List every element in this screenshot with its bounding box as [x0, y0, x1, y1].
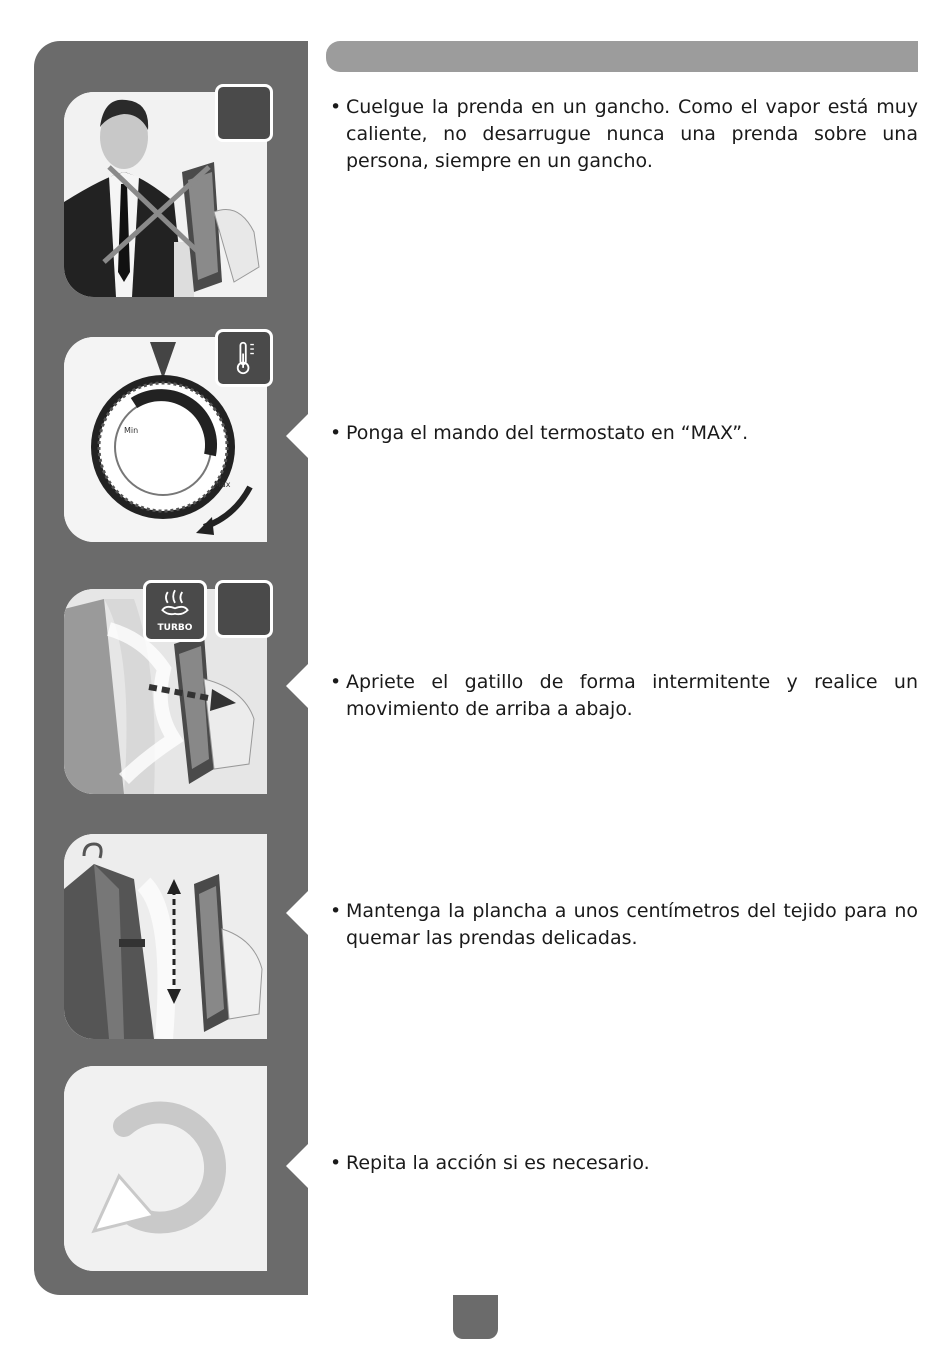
step-2-text: • Ponga el mando del termostato en “MAX”.: [330, 420, 918, 447]
step-3-badge: [215, 580, 273, 638]
step-5-image: [64, 1066, 267, 1271]
page-number-tab: [453, 1295, 498, 1339]
dial-min-label: Min: [124, 426, 139, 435]
step-1-text: • Cuelgue la prenda en un gancho. Como el vapor está muy caliente, no desarrugue nunca una prenda sobre una persona, siempre en un gancho.: [330, 94, 918, 175]
dial-max-label: Max: [214, 480, 231, 489]
step-4-pointer: [286, 891, 308, 935]
iron-distance-illustration: [64, 834, 267, 1039]
step-3-text: • Apriete el gatillo de forma intermitente y realice un movimiento de arriba a abajo.: [330, 669, 918, 723]
section-header-bar: [326, 41, 918, 72]
steam-turbo-icon: [146, 583, 204, 639]
step-5-pointer: [286, 1144, 308, 1188]
step-1-badge: [215, 84, 273, 142]
turbo-label: TURBO: [157, 622, 193, 633]
step-5-text: • Repita la acción si es necesario.: [330, 1150, 918, 1177]
thermometer-icon: [218, 332, 270, 384]
thermometer-badge: [215, 329, 273, 387]
step-3-pointer: [286, 664, 308, 708]
repeat-arrow-illustration: [64, 1066, 267, 1271]
turbo-badge: [143, 580, 207, 642]
step-4-image: [64, 834, 267, 1039]
step-2-pointer: [286, 414, 308, 458]
step-4-text: • Mantenga la plancha a unos centímetros del tejido para no quemar las prendas delicadas.: [330, 898, 918, 952]
